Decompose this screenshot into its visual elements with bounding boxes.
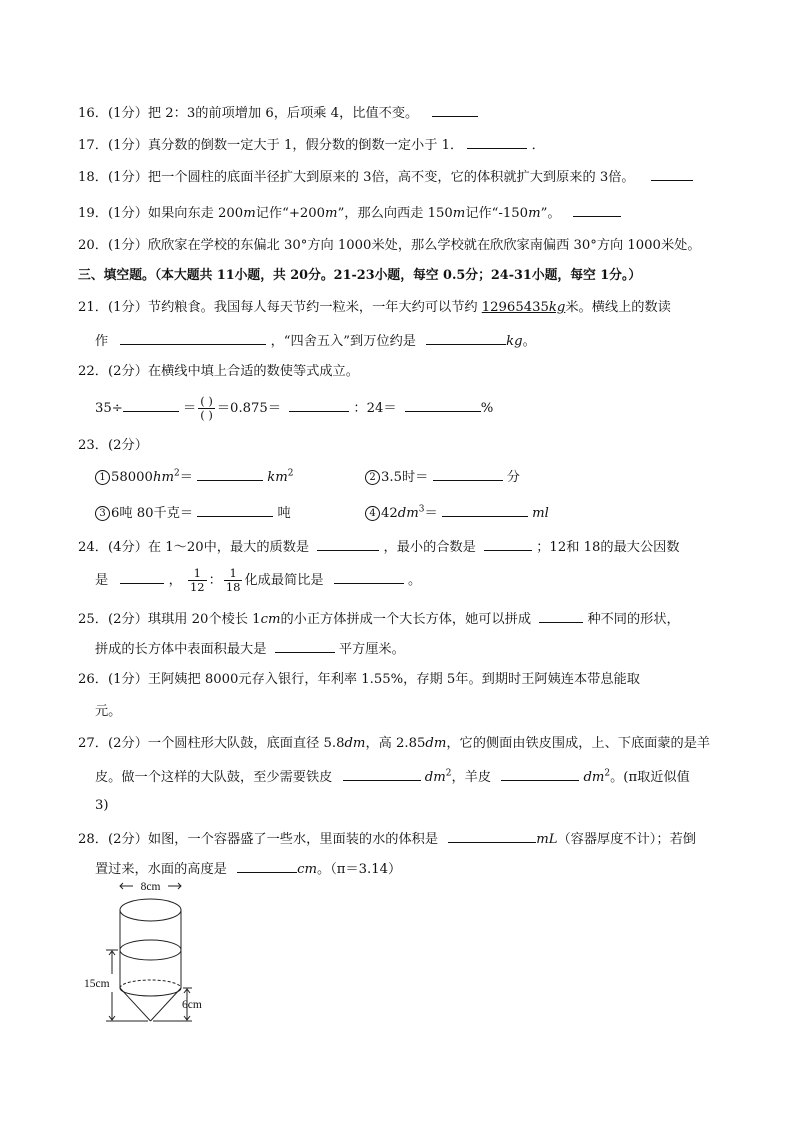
question-26-text: 元。 [95,704,122,719]
equation-text: 35÷ [95,401,123,416]
diameter-label: 8cm [140,881,161,893]
item-text: 3.5时＝ [381,470,429,485]
superscript: 2 [287,468,294,479]
answer-blank[interactable] [120,569,164,584]
question-19-text: 记作“-150 [465,206,529,221]
circled-number: 3 [95,506,110,521]
question-19-text: ”。 [540,206,561,221]
question-27-text: 。(π取近似值 [610,770,690,785]
question-28 [78,828,696,850]
item-text: 58000 [111,470,153,485]
question-20 [78,236,701,256]
answer-blank[interactable] [573,202,621,217]
question-27-text: 皮。做一个这样的大队鼓，至少需要铁皮 [95,770,333,785]
answer-blank[interactable] [317,536,379,551]
superscript: 2 [173,468,180,479]
question-24-text: 24．(4分）在 1～20中，最大的质数是 [78,540,310,555]
question-23-item-4 [365,502,549,524]
question-22 [78,362,359,382]
answer-blank[interactable] [484,536,532,551]
question-23-item-3 [95,502,291,524]
question-20-text: 20．(1分）欣欣家在学校的东偏北 30°方向 1000米处，那么学校就在欣欣家南偏西 30°方向 1000米处。 [78,238,701,253]
question-25-line2 [95,638,405,660]
answer-blank[interactable] [405,397,481,412]
question-21-text: 作 [95,334,109,349]
cylinder-bottom [120,988,181,996]
question-19-text: ”，那么向西走 150 [337,206,453,221]
unit: hm [152,470,174,485]
unit-dm: dm [424,770,446,785]
question-23-text: 23．(2分） [78,438,148,453]
question-19-text: 记作“+200 [255,206,326,221]
unit-dm: dm [344,736,366,751]
equals-sign: ＝ [424,506,438,521]
answer-blank[interactable] [426,330,506,345]
unit-ml: mL [536,832,558,847]
unit-m: m [243,206,256,221]
unit-m: m [528,206,541,221]
question-25-text: 25．(2分）琪琪用 20个棱长 1 [78,612,261,627]
answer-blank[interactable] [442,502,528,517]
question-16 [78,102,478,124]
question-28-text: 28．(2分）如图，一个容器盛了一些水，里面装的水的体积是 [78,832,439,847]
fraction-denominator: 12 [189,580,205,594]
question-24-text: ；12和 18的最大公因数 [536,540,680,555]
question-21-line2 [95,330,536,352]
unit-dm: dm [425,736,447,751]
question-27-line3 [95,796,109,816]
superscript: 2 [445,768,452,779]
question-27-line2 [95,766,690,788]
question-21 [78,298,671,318]
top-ellipse [120,899,181,921]
question-24-text: ，最小的合数是 [383,540,476,555]
question-25-text: 的小正方体拼成一个大长方体，她可以拼成 [280,612,532,627]
answer-blank[interactable] [433,466,503,481]
cone-side [120,988,151,1021]
question-28-text: （容器厚度不计）；若倒 [557,832,696,847]
fraction-blank[interactable] [198,395,215,422]
question-25-text: 种不同的形状， [587,612,680,627]
fraction-numerator: 1 [224,567,243,581]
question-21-text: 21．(1分）节约粮食。我国每人每天节约一粒米，一年大约可以节约 [78,300,482,315]
question-24-text: 是 [95,573,109,588]
question-27-text: 3) [95,798,109,813]
unit: 吨 [277,506,291,521]
item-text: 6吨 80千克＝ [111,506,194,521]
question-28-text: 置过来，水面的高度是 [95,862,227,877]
equation-text: ＝0.875＝ [216,401,282,416]
percent-sign: % [480,401,494,416]
question-19 [78,202,621,224]
question-21-text: ，“四舍五入”到万位约是 [270,334,416,349]
question-23 [78,436,148,456]
question-16-text: 16．(1分）把 2：3的前项增加 6，后项乘 4，比值不变。 [78,106,419,121]
fraction [188,567,207,594]
answer-blank[interactable] [197,466,263,481]
answer-blank[interactable] [343,766,421,781]
question-27-text: ，它的侧面由铁皮围成，上、下底面蒙的是羊 [446,736,711,751]
answer-blank[interactable] [501,766,579,781]
question-28-text: 。（π＝3.14） [316,862,402,877]
question-27-text: ，高 2.85 [365,736,426,751]
water-surface [120,940,181,960]
question-22-text: 22．(2分）在横线中填上合适的数使等式成立。 [78,364,359,379]
question-24-text: ， [168,573,182,588]
equals-sign: ＝ [183,401,197,416]
equation-text: ：24＝ [353,401,397,416]
question-26-text: 26．(1分）王阿姨把 8000元存入银行，年利率 1.55%，存期 5年。到期时王阿姨连本带息能取 [78,672,640,687]
answer-blank[interactable] [197,502,273,517]
fraction-denominator: 18 [225,580,241,594]
question-24 [78,536,680,558]
container-figure [84,880,228,1032]
circled-number: 1 [95,470,110,485]
fraction-numerator: 1 [188,567,207,581]
question-24-text: 化成最简比是 [244,573,324,588]
question-19-text: 19．(1分）如果向东走 200 [78,206,244,221]
circled-number: 2 [365,470,380,485]
unit: km [267,470,288,485]
unit-kg: kg [548,300,566,315]
fraction-denominator: ( ) [200,408,213,422]
punctuation: 。 [522,334,536,349]
unit: 分 [506,470,520,485]
equals-sign: ＝ [179,470,193,485]
answer-blank[interactable] [432,102,478,117]
question-17-text: 17．(1分）真分数的倒数一定大于 1，假分数的倒数一定小于 1． [78,138,464,153]
question-18 [78,166,693,188]
answer-blank[interactable] [275,638,335,653]
answer-blank[interactable] [120,330,266,345]
section-title: 三、填空题。（本大题共 11小题，共 20分。21-23小题，每空 0.5分；24-31小题，每空 1分。） [78,268,642,283]
question-24-line2 [95,566,421,596]
question-26-line2 [95,702,121,722]
question-18-text: 18．(1分）把一个圆柱的底面半径扩大到原来的 3倍，高不变，它的体积就扩大到原来的 3倍。 [78,170,635,185]
answer-blank[interactable] [334,569,404,584]
fraction [224,567,243,594]
unit-cm: cm [260,612,281,627]
answer-blank[interactable] [651,166,693,181]
question-28-line2 [95,858,401,880]
question-25-text: 平方厘米。 [338,642,405,657]
answer-blank[interactable] [123,397,179,412]
answer-blank[interactable] [289,397,349,412]
unit-dm: dm [583,770,605,785]
superscript: 3 [418,504,425,515]
question-23-item-1 [95,466,294,488]
answer-blank[interactable] [467,134,527,149]
answer-blank[interactable] [448,828,536,843]
item-text: 42 [381,506,398,521]
cone-side [151,988,182,1021]
question-25 [78,608,680,630]
unit-kg: kg [506,334,523,349]
question-17 [78,134,545,156]
fraction-numerator: ( ) [200,394,213,408]
unit-m: m [325,206,338,221]
underlined-number: 12965435 [481,300,549,315]
question-22-equation [95,394,493,424]
unit: ml [532,506,549,521]
superscript: 2 [604,768,611,779]
unit-cm: cm [297,862,317,877]
cylinder-bottom-hidden [120,980,181,988]
question-27-text: ，羊皮 [451,770,492,785]
question-27 [78,734,710,754]
question-25-text: 拼成的长方体中表面积最大是 [95,642,267,657]
ratio-colon: ： [208,573,222,588]
circled-number: 4 [365,506,380,521]
question-26 [78,670,640,690]
punctuation: 。 [407,573,422,588]
punctuation: ． [531,138,545,153]
question-27-text: 27．(2分）一个圆柱形大队鼓，底面直径 5.8 [78,736,345,751]
cone-height-label: 6cm [182,999,202,1011]
unit: dm [397,506,419,521]
water-height-label: 15cm [84,978,110,990]
answer-blank[interactable] [539,608,583,623]
question-21-text: 米。横线上的数读 [565,300,671,315]
question-23-item-2 [365,466,520,488]
unit-m: m [452,206,466,221]
answer-blank[interactable] [237,858,297,873]
